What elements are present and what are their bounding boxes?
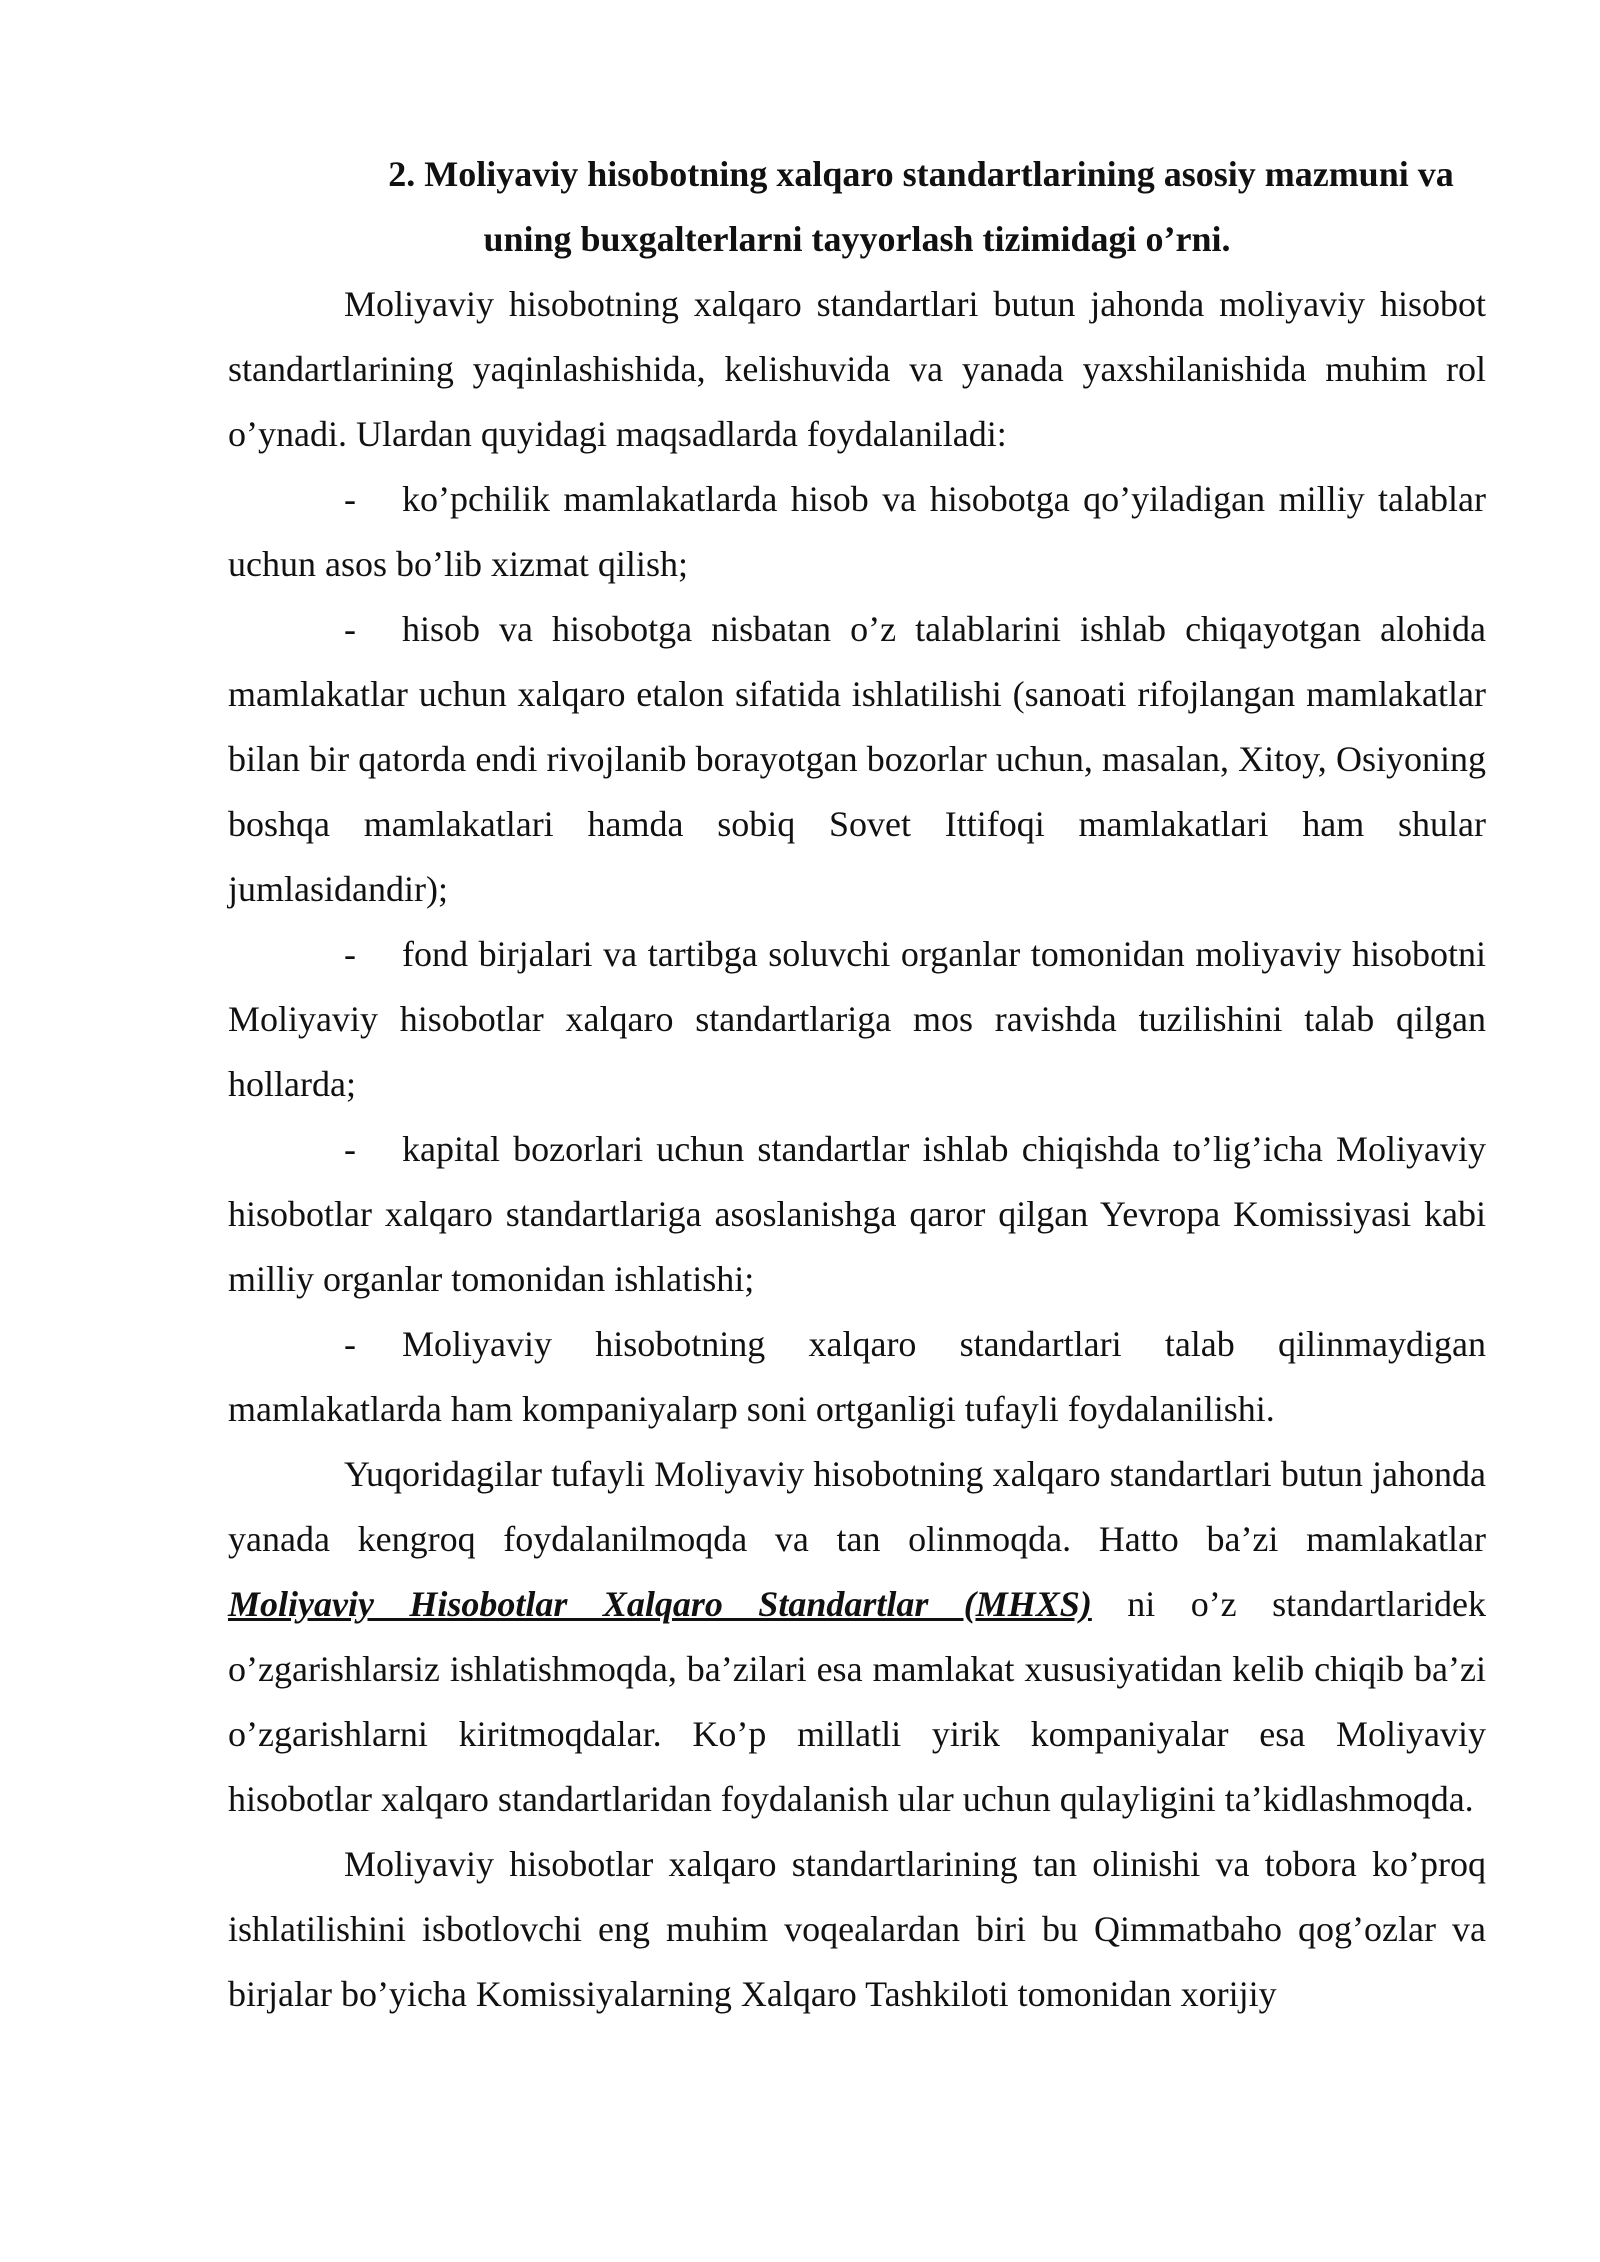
list-item-text: Moliyaviy hisobotning xalqaro standartlari talab qilinmaydigan mamlakatlarda ham kompaniyalarp soni ortganligi tufayli foydalanilishi.	[228, 1324, 1486, 1429]
body-paragraph-3: Moliyaviy hisobotlar xalqaro standartlarining tan olinishi va tobora ko’proq ishlatilishini isbotlovchi eng muhim voqealardan biri bu Qimmatbaho qog’ozlar va birjalar bo’yicha Komissiyalarning Xalqaro Tashkiloti tomonidan xorijiy	[228, 1844, 1486, 2014]
list-item	[228, 1312, 1486, 1442]
heading-line-1: 2. Moliyaviy hisobotning xalqaro standartlarining asosiy mazmuni va	[388, 154, 1454, 194]
list-item	[228, 1117, 1486, 1312]
heading-line-2: uning buxgalterlarni tayyorlash tizimidagi o’rni.	[483, 219, 1231, 259]
list-item-text: ko’pchilik mamlakatlarda hisob va hisobotga qo’yiladigan milliy talablar uchun asos bo’lib xizmat qilish;	[228, 479, 1486, 584]
list-item	[228, 922, 1486, 1117]
list-marker: -	[344, 479, 356, 519]
list-item	[228, 467, 1486, 597]
body-paragraph-2	[228, 1442, 1486, 1832]
list-marker: -	[344, 934, 356, 974]
list-item-text: hisob va hisobotga nisbatan o’z talablarini ishlab chiqayotgan alohida mamlakatlar uchun xalqaro etalon sifatida ishlatilishi (sanoati rifojlangan mamlakatlar bilan bir qatorda endi rivojlanib borayotgan bozorlar uchun, masalan, Xitoy, Osiyoning boshqa mamlakatlari hamda sobiq Sovet Ittifoqi mamlakatlari ham shular jumlasidandir);	[228, 609, 1486, 909]
document-page	[228, 142, 1486, 2027]
intro-paragraph: Moliyaviy hisobotning xalqaro standartlari butun jahonda moliyaviy hisobot standartlarining yaqinlashishida, kelishuvida va yanada yaxshilanishida muhim rol o’ynadi. Ulardan quyidagi maqsadlarda foydalaniladi:	[228, 284, 1486, 454]
list-marker: -	[344, 609, 356, 649]
section-heading	[228, 142, 1486, 272]
purpose-list	[228, 467, 1486, 1442]
list-marker: -	[344, 1129, 356, 1169]
list-item-text: fond birjalari va tartibga soluvchi organlar tomonidan moliyaviy hisobotni Moliyaviy hisobotlar xalqaro standartlariga mos ravishda tuzilishini talab qilgan hollarda;	[228, 934, 1486, 1104]
list-item	[228, 597, 1486, 922]
list-item-text: kapital bozorlari uchun standartlar ishlab chiqishda to’lig’icha Moliyaviy hisobotlar xalqaro standartlariga asoslanishga qaror qilgan Yevropa Komissiyasi kabi milliy organlar tomonidan ishlatishi;	[228, 1129, 1486, 1299]
list-marker: -	[344, 1324, 356, 1364]
para2-text-after: ni o’z standartlaridek o’zgarishlarsiz ishlatishmoqda, ba’zilari esa mamlakat xususiyatidan kelib chiqib ba’zi o’zgarishlarni kiritmoqdalar. Ko’p millatli yirik kompaniyalar esa Moliyaviy hisobotlar xalqaro standartlaridan foydalanish ular uchun qulayligini ta’kidlashmoqda.	[228, 1584, 1486, 1819]
para2-text-before: Yuqoridagilar tufayli Moliyaviy hisobotning xalqaro standartlari butun jahonda yanada kengroq foydalanilmoqda va tan olinmoqda. Hatto ba’zi mamlakatlar	[228, 1454, 1486, 1559]
mhxs-term-link[interactable]: Moliyaviy Hisobotlar Xalqaro Standartlar (MHXS)	[228, 1584, 1092, 1624]
